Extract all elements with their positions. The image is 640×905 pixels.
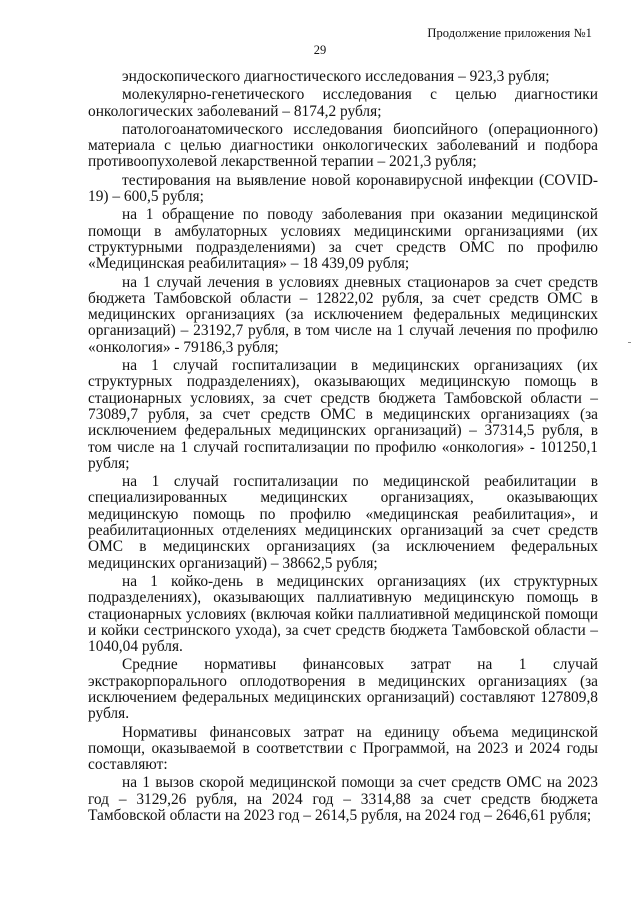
appendix-continuation-note: Продолжение приложения №1 bbox=[427, 26, 592, 40]
paragraph-day-hospital-cost: на 1 случай лечения в условиях дневных стационаров за счет средств бюджета Тамбовской области – 12822,02 рубля, за счет средств ОМС в медицинских организациях (за исключением федеральных медицинских организаций) – 23192,7 рубля, в том числе на 1 случай лечения по профилю «онкология» - 79186,3 рубля; bbox=[88, 273, 598, 356]
paragraph-endoscopic-cost: эндоскопического диагностического исследования – 923,3 рубля; bbox=[122, 68, 550, 85]
paragraph-covid-test-cost: тестирования на выявление новой коронавирусной инфекции (COVID-19) – 600,5 рубля; bbox=[88, 171, 598, 206]
paragraph-palliative-bed-day-cost: на 1 койко-день в медицинских организациях (их структурных подразделениях), оказывающих паллиативную медицинскую помощь в стационарных условиях (включая койки паллиативной медицинской помощи и койки сестринского ухода), за счет средств бюджета Тамбовской области – 1040,04 рубля. bbox=[88, 572, 598, 656]
paragraph-rehab-hospitalization-cost: на 1 случай госпитализации по медицинской реабилитации в специализированных медицинских организациях, оказывающих медицинскую помощь по профилю «медицинская реабилитация», и реабилитационных отделениях медицинских организаций за счет средств ОМС в медицинских организациях (за исключением федеральных медицинских организаций) – 38662,5 рубля; bbox=[88, 473, 598, 572]
paragraph-ambulance-call-cost: на 1 вызов скорой медицинской помощи за счет средств ОМС на 2023 год – 3129,26 рубля, на 2024 год – 3314,88 за счет средств бюджета Тамбовской области на 2023 год – 2614,5 рубля, на 2024 год – 2646,61 рубля; bbox=[88, 774, 598, 825]
document-body bbox=[88, 69, 598, 824]
paragraph-outpatient-rehab-cost: на 1 обращение по поводу заболевания при оказании медицинской помощи в амбулаторных условиях медицинскими организациями (их структурными подразделениями) за счет средств ОМС по профилю «Медицинская реабилитация» – 18 439,09 рубля; bbox=[88, 206, 598, 273]
paragraph-pathology-cost: патологоанатомического исследования биопсийного (операционного) материала с целью диагностики онкологических заболеваний и подбора противоопухолевой лекарственной терапии – 2021,3 рубля; bbox=[88, 120, 598, 171]
paragraph-ivf-cost: Средние нормативы финансовых затрат на 1 случай экстракорпорального оплодотворения в медицинских организациях (за исключением федеральных медицинских организаций) составляют 127809,8 рубля. bbox=[88, 656, 598, 723]
paragraph-molecular-genetic-cost: молекулярно-генетического исследования с целью диагностики онкологических заболеваний – 8174,2 рубля; bbox=[88, 86, 598, 120]
paragraph-2023-2024-intro: Нормативы финансовых затрат на единицу объема медицинской помощи, оказываемой в соответствии с Программой, на 2023 и 2024 годы составляют: bbox=[88, 723, 598, 774]
paragraph-hospitalization-cost: на 1 случай госпитализации в медицинских организациях (их структурных подразделениях), оказывающих медицинскую помощь в стационарных условиях, за счет средств бюджета Тамбовской области – 73089,7 рубля, за счет средств ОМС в медицинских организациях (за исключением федеральных медицинских организаций) – 37314,5 рубля, в том числе на 1 случай госпитализации по профилю «онкология» - 101250,1 рубля; bbox=[88, 357, 598, 472]
scan-artifact bbox=[628, 342, 631, 343]
page-number: 29 bbox=[313, 43, 327, 57]
